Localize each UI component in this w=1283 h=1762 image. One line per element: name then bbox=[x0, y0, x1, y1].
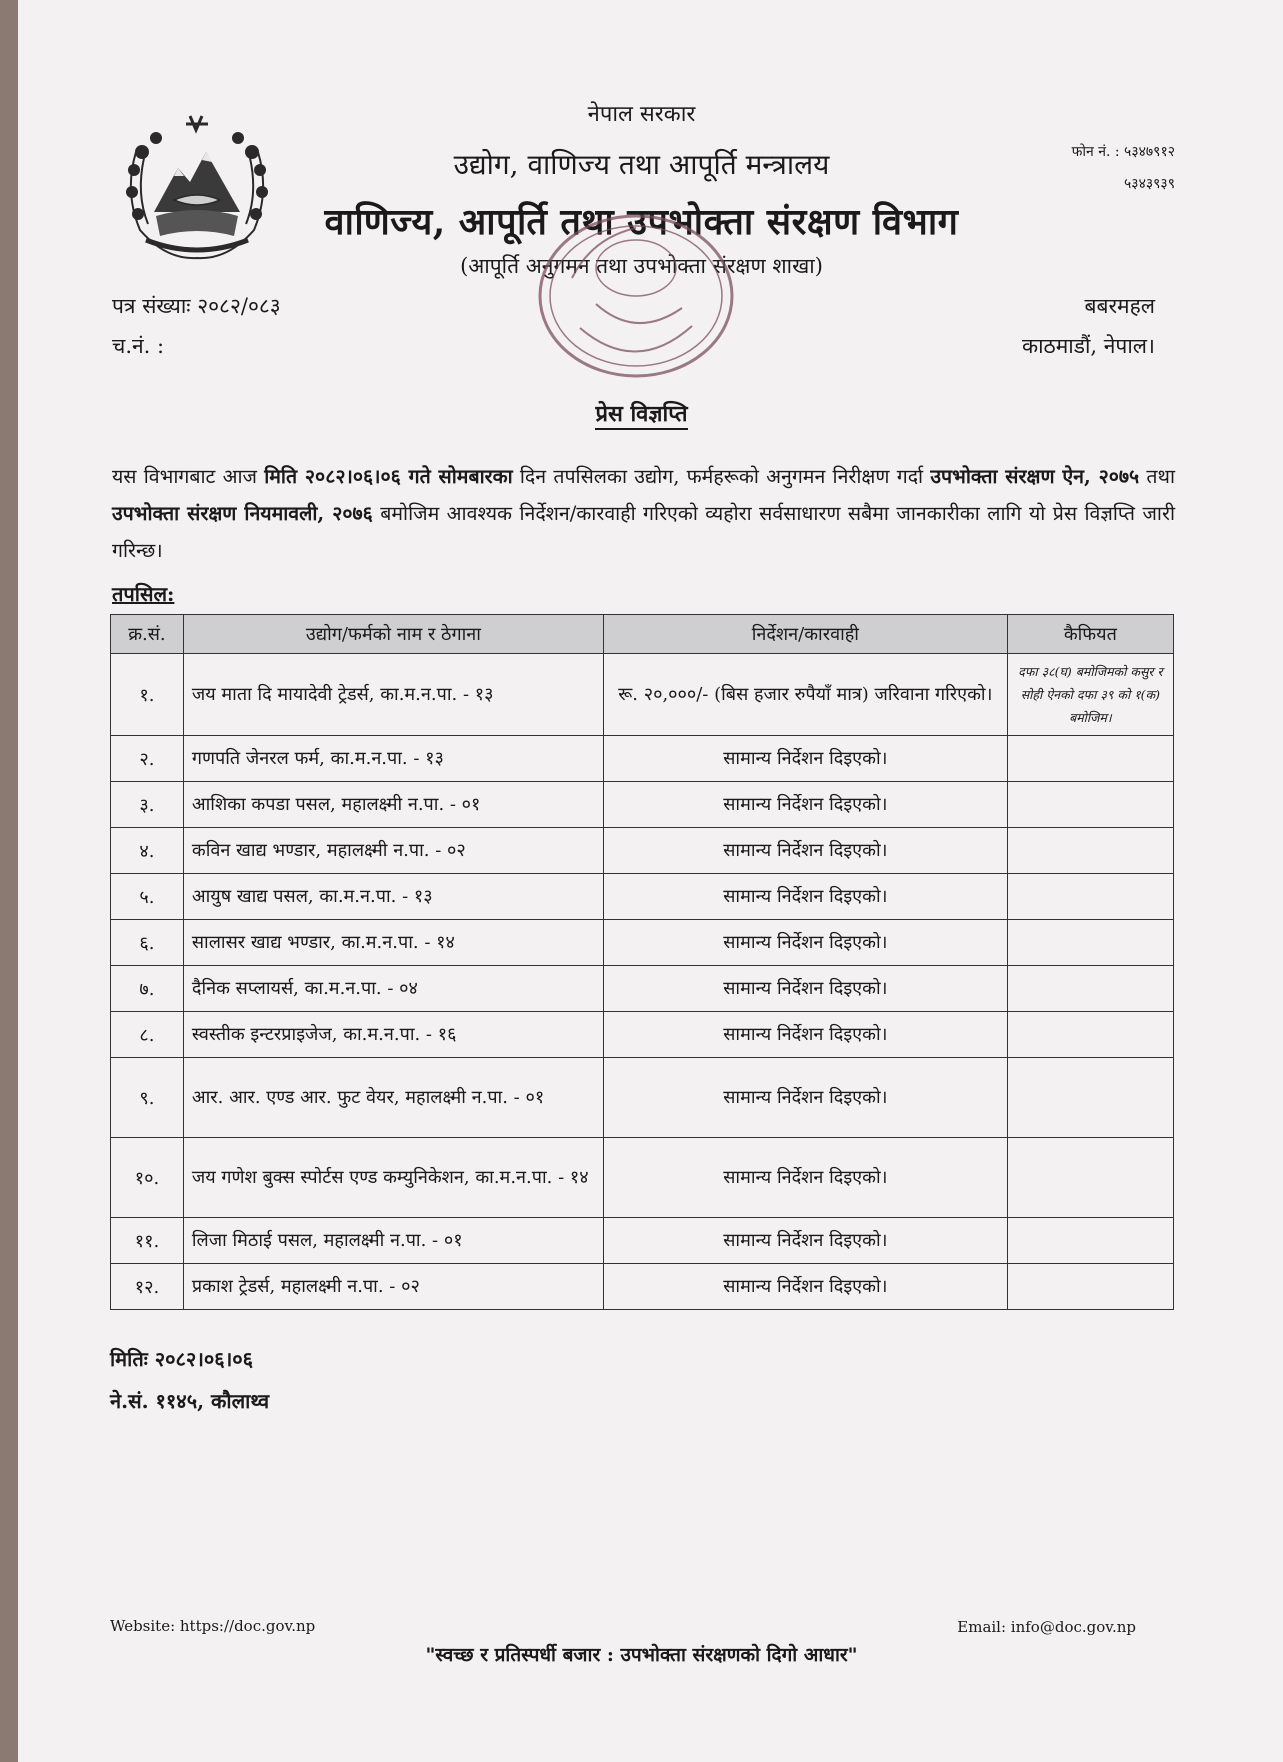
website-link[interactable]: Website: https://doc.gov.np bbox=[110, 1617, 316, 1635]
table-row bbox=[111, 1058, 1174, 1138]
government-name: नेपाल सरकार bbox=[587, 102, 696, 127]
row-remark bbox=[1007, 1218, 1173, 1264]
table-row bbox=[111, 1264, 1174, 1310]
table-row bbox=[111, 1218, 1174, 1264]
row-name: जय माता दि मायादेवी ट्रेडर्स, का.म.न.पा. - १३ bbox=[183, 654, 603, 736]
row-remark bbox=[1007, 1264, 1173, 1310]
table-row bbox=[111, 966, 1174, 1012]
row-remark bbox=[1007, 1058, 1173, 1138]
ministry-name: उद्योग, वाणिज्य तथा आपूर्ति मन्त्रालय bbox=[453, 148, 830, 181]
nepal-sambat-date: ने.सं. ११४५, कौलाथ्व bbox=[110, 1389, 270, 1413]
header-name: उद्योग/फर्मको नाम र ठेगाना bbox=[183, 615, 603, 654]
section-name: (आपूर्ति अनुगमन तथा उपभोक्ता संरक्षण शाखा) bbox=[460, 254, 823, 278]
row-name: कविन खाद्य भण्डार, महालक्ष्मी न.पा. - ०२ bbox=[183, 828, 603, 874]
row-action: सामान्य निर्देशन दिइएको। bbox=[603, 828, 1007, 874]
table-row bbox=[111, 736, 1174, 782]
table-row bbox=[111, 920, 1174, 966]
row-remark: दफा ३८(घ) बमोजिमको कसुर र सोही ऐनको दफा ३९ को १(क) बमोजिम। bbox=[1007, 654, 1173, 736]
row-sn: ९. bbox=[111, 1058, 184, 1138]
slogan: "स्वच्छ र प्रतिस्पर्धी बजार : उपभोक्ता संरक्षणको दिगो आधार" bbox=[425, 1644, 858, 1666]
row-remark bbox=[1007, 874, 1173, 920]
row-remark bbox=[1007, 736, 1173, 782]
phone-number-2: ५३४३९३९ bbox=[1124, 176, 1175, 192]
row-name: दैनिक सप्लायर्स, का.म.न.पा. - ०४ bbox=[183, 966, 603, 1012]
row-remark bbox=[1007, 966, 1173, 1012]
table-row bbox=[111, 654, 1174, 736]
dispatch-number: च.नं. : bbox=[112, 334, 165, 358]
letter-number: पत्र संख्याः २०८२/०८३ bbox=[112, 294, 281, 318]
row-name: आशिका कपडा पसल, महालक्ष्मी न.पा. - ०१ bbox=[183, 782, 603, 828]
row-name: आयुष खाद्य पसल, का.म.न.पा. - १३ bbox=[183, 874, 603, 920]
phone-number-1: फोन नं. : ५३४७९१२ bbox=[1071, 144, 1175, 160]
phone-block bbox=[1072, 136, 1175, 200]
table-row bbox=[111, 782, 1174, 828]
row-action: रू. २०,०००/- (बिस हजार रुपैयाँ मात्र) जरिवाना गरिएको। bbox=[603, 654, 1007, 736]
row-sn: १. bbox=[111, 654, 184, 736]
records-table bbox=[110, 614, 1174, 1310]
row-remark bbox=[1007, 920, 1173, 966]
row-action: सामान्य निर्देशन दिइएको। bbox=[603, 966, 1007, 1012]
row-sn: ६. bbox=[111, 920, 184, 966]
row-remark bbox=[1007, 828, 1173, 874]
row-name: स्वस्तीक इन्टरप्राइजेज, का.म.न.पा. - १६ bbox=[183, 1012, 603, 1058]
row-name: प्रकाश ट्रेडर्स, महालक्ष्मी न.पा. - ०२ bbox=[183, 1264, 603, 1310]
row-sn: १०. bbox=[111, 1138, 184, 1218]
row-name: आर. आर. एण्ड आर. फुट वेयर, महालक्ष्मी न.पा. - ०१ bbox=[183, 1058, 603, 1138]
email-link[interactable]: Email: info@doc.gov.np bbox=[957, 1618, 1136, 1636]
row-name: सालासर खाद्य भण्डार, का.म.न.पा. - १४ bbox=[183, 920, 603, 966]
row-sn: १२. bbox=[111, 1264, 184, 1310]
row-action: सामान्य निर्देशन दिइएको। bbox=[603, 1012, 1007, 1058]
header-sn: क्र.सं. bbox=[111, 615, 184, 654]
table-header-row bbox=[111, 615, 1174, 654]
row-action: सामान्य निर्देशन दिइएको। bbox=[603, 1138, 1007, 1218]
row-action: सामान्य निर्देशन दिइएको। bbox=[603, 1264, 1007, 1310]
table-row bbox=[111, 828, 1174, 874]
row-name: गणपति जेनरल फर्म, का.म.न.पा. - १३ bbox=[183, 736, 603, 782]
header-remark: कैफियत bbox=[1007, 615, 1173, 654]
row-sn: ७. bbox=[111, 966, 184, 1012]
notice-body: यस विभागबाट आज मिति २०८२।०६।०६ गते सोमबारका दिन तपसिलका उद्योग, फर्महरूको अनुगमन निरीक्षण गर्दा उपभोक्ता संरक्षण ऐन, २०७५ तथा उपभोक्ता संरक्षण नियमावली, २०७६ बमोजिम आवश्यक निर्देशन/कारवाही गरिएको व्यहोरा सर्वसाधारण सबैमा जानकारीका लागि यो प्रेस विज्ञप्ति जारी गरिन्छ। bbox=[112, 465, 1175, 562]
row-sn: ४. bbox=[111, 828, 184, 874]
letter-meta bbox=[112, 286, 281, 366]
row-action: सामान्य निर्देशन दिइएको। bbox=[603, 736, 1007, 782]
table-row bbox=[111, 874, 1174, 920]
row-action: सामान्य निर्देशन दिइएको। bbox=[603, 1058, 1007, 1138]
row-sn: ५. bbox=[111, 874, 184, 920]
row-sn: २. bbox=[111, 736, 184, 782]
notice-title: प्रेस विज्ञप्ति bbox=[0, 398, 1283, 428]
row-sn: ११. bbox=[111, 1218, 184, 1264]
location-line-2: काठमाडौं, नेपाल। bbox=[1021, 334, 1155, 358]
row-remark bbox=[1007, 1138, 1173, 1218]
row-sn: ८. bbox=[111, 1012, 184, 1058]
table-row bbox=[111, 1012, 1174, 1058]
row-remark bbox=[1007, 782, 1173, 828]
row-sn: ३. bbox=[111, 782, 184, 828]
row-remark bbox=[1007, 1012, 1173, 1058]
footer-date-block bbox=[110, 1338, 269, 1422]
row-action: सामान्य निर्देशन दिइएको। bbox=[603, 874, 1007, 920]
row-action: सामान्य निर्देशन दिइएको। bbox=[603, 782, 1007, 828]
table-row bbox=[111, 1138, 1174, 1218]
list-title: तपसिल: bbox=[112, 582, 175, 606]
row-name: लिजा मिठाई पसल, महालक्ष्मी न.पा. - ०१ bbox=[183, 1218, 603, 1264]
row-name: जय गणेश बुक्स स्पोर्टस एण्ड कम्युनिकेशन, का.म.न.पा. - १४ bbox=[183, 1138, 603, 1218]
header-action: निर्देशन/कारवाही bbox=[603, 615, 1007, 654]
row-action: सामान्य निर्देशन दिइएको। bbox=[603, 1218, 1007, 1264]
department-name: वाणिज्य, आपूर्ति तथा उपभोक्ता संरक्षण विभाग bbox=[324, 201, 959, 243]
row-action: सामान्य निर्देशन दिइएको। bbox=[603, 920, 1007, 966]
official-stamp-icon bbox=[532, 208, 740, 384]
office-location bbox=[1022, 286, 1155, 366]
issue-date: मितिः २०८२।०६।०६ bbox=[110, 1347, 254, 1371]
location-line-1: बबरमहल bbox=[1084, 294, 1155, 318]
